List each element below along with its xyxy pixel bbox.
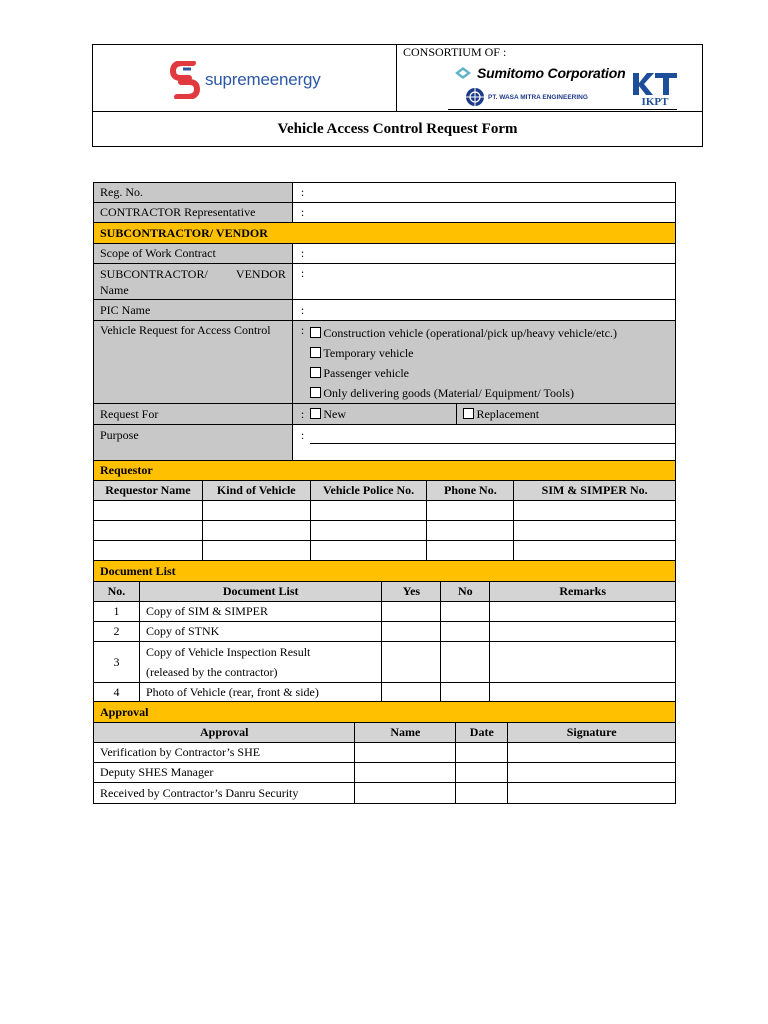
no-cell[interactable] [441,602,490,622]
checkbox-construction[interactable] [310,327,321,338]
no-cell[interactable] [441,642,490,683]
request-for-label: Request For [94,404,293,425]
request-new-option[interactable]: New [310,404,457,425]
date-cell[interactable] [456,763,508,783]
approval-section-header: Approval [94,702,676,723]
signature-cell[interactable] [508,783,676,804]
wasa-mitra-logo: PT. WASA MITRA ENGINEERING [465,87,588,107]
table-cell[interactable] [427,501,514,521]
col-sim-simper-no: SIM & SIMPER No. [514,481,676,501]
table-cell[interactable] [427,521,514,541]
purpose-field[interactable] [310,425,675,465]
col-no-check: No [441,582,490,602]
subcontractor-name-field[interactable] [310,264,675,300]
purpose-line-1 [310,425,675,444]
yes-cell[interactable] [382,602,441,622]
date-cell[interactable] [456,743,508,763]
vehicle-request-label: Vehicle Request for Access Control [94,321,293,404]
form-header [92,44,703,147]
checkbox-passenger[interactable] [310,367,321,378]
reg-no-field[interactable] [310,183,675,203]
contractor-rep-label: CONTRACTOR Representative [94,203,293,223]
table-row: Verification by Contractor’s SHE [94,743,676,763]
scope-label: Scope of Work Contract [94,244,293,264]
document-list-section-header: Document List [94,561,676,582]
yes-cell[interactable] [382,642,441,683]
subcontractor-name-label: SUBCONTRACTOR/ VENDOR Name [94,264,293,300]
ikpt-logo-icon [629,71,681,107]
table-cell[interactable] [202,541,310,561]
yes-cell[interactable] [382,622,441,642]
option-delivering-goods[interactable]: Only delivering goods (Material/ Equipment/ Tools) [310,383,675,403]
table-row: 1 Copy of SIM & SIMPER [94,602,676,622]
vehicle-type-options [310,321,675,404]
col-phone-no: Phone No. [427,481,514,501]
requestor-section-header: Requestor [94,461,676,481]
reg-no-label: Reg. No. [94,183,293,203]
name-cell[interactable] [355,743,456,763]
scope-field[interactable] [310,244,675,264]
remarks-cell[interactable] [490,622,676,642]
requestor-table [93,460,676,561]
col-kind-of-vehicle: Kind of Vehicle [202,481,310,501]
col-vehicle-police-no: Vehicle Police No. [310,481,427,501]
col-remarks: Remarks [490,582,676,602]
supreme-energy-logo: supremeenergy [169,61,321,99]
col-no: No. [94,582,140,602]
table-cell[interactable] [310,521,427,541]
checkbox-new[interactable] [310,408,321,419]
pic-name-field[interactable] [310,300,675,321]
svg-text:IKPT: IKPT [641,96,669,107]
table-cell[interactable] [310,541,427,561]
document-list-table [93,560,676,703]
col-signature: Signature [508,723,676,743]
table-row: 3 Copy of Vehicle Inspection Result (released by the contractor) [94,642,676,683]
table-cell[interactable] [514,541,676,561]
approval-table [93,701,676,804]
option-temporary-vehicle[interactable]: Temporary vehicle [310,343,675,363]
supreme-energy-logo-icon [169,61,201,99]
subcontractor-section-header: SUBCONTRACTOR/ VENDOR [94,223,676,244]
col-yes: Yes [382,582,441,602]
request-replacement-option[interactable]: Replacement [457,404,676,425]
table-cell[interactable] [202,501,310,521]
table-row: 2 Copy of STNK [94,622,676,642]
option-passenger-vehicle[interactable]: Passenger vehicle [310,363,675,383]
remarks-cell[interactable] [490,642,676,683]
no-cell[interactable] [441,622,490,642]
wasa-mitra-emblem-icon [465,87,485,107]
table-row: 4 Photo of Vehicle (rear, front & side) [94,683,676,703]
table-row: Deputy SHES Manager [94,763,676,783]
col-requestor-name: Requestor Name [94,481,203,501]
checkbox-temporary[interactable] [310,347,321,358]
table-row [94,501,676,521]
contractor-rep-field[interactable] [310,203,675,223]
table-cell[interactable] [427,541,514,561]
signature-cell[interactable] [508,763,676,783]
name-cell[interactable] [355,783,456,804]
yes-cell[interactable] [382,683,441,703]
col-name: Name [355,723,456,743]
date-cell[interactable] [456,783,508,804]
option-construction-vehicle[interactable]: Construction vehicle (operational/pick up/heavy vehicle/etc.) [310,323,675,343]
table-cell[interactable] [514,521,676,541]
col-approval: Approval [94,723,355,743]
checkbox-delivering-goods[interactable] [310,387,321,398]
sumitomo-diamond-icon [455,67,471,79]
table-row [94,521,676,541]
remarks-cell[interactable] [490,683,676,703]
table-cell[interactable] [94,541,203,561]
purpose-label: Purpose [94,425,293,465]
remarks-cell[interactable] [490,602,676,622]
sumitomo-logo: Sumitomo Corporation [455,65,625,81]
ikpt-logo [629,71,681,112]
form-title: Vehicle Access Control Request Form [277,120,518,137]
table-cell[interactable] [514,501,676,521]
table-row [94,541,676,561]
signature-cell[interactable] [508,743,676,763]
name-cell[interactable] [355,763,456,783]
table-cell[interactable] [94,501,203,521]
table-row: Received by Contractor’s Danru Security [94,783,676,804]
col-document-list: Document List [139,582,382,602]
table-cell[interactable] [94,521,203,541]
pic-name-label: PIC Name [94,300,293,321]
checkbox-replacement[interactable] [463,408,474,419]
table-cell[interactable] [202,521,310,541]
col-date: Date [456,723,508,743]
no-cell[interactable] [441,683,490,703]
consortium-label: CONSORTIUM OF : [403,45,507,59]
request-info-table: Reg. No. : CONTRACTOR Representative : SUBCONTRACTOR/ VENDOR Scope of Work Contract : SUBCONTRACTOR/ VENDOR Name : PIC Name : Vehicle Request for Access Control : Construction vehicle (operational/pick up/heavy vehicle/etc.) Temporary vehicle Passenger vehicle Only delivering goods (Material/ Equipment/ Tools) Request For : New Replacement Purpose : [93,182,676,465]
table-cell[interactable] [310,501,427,521]
